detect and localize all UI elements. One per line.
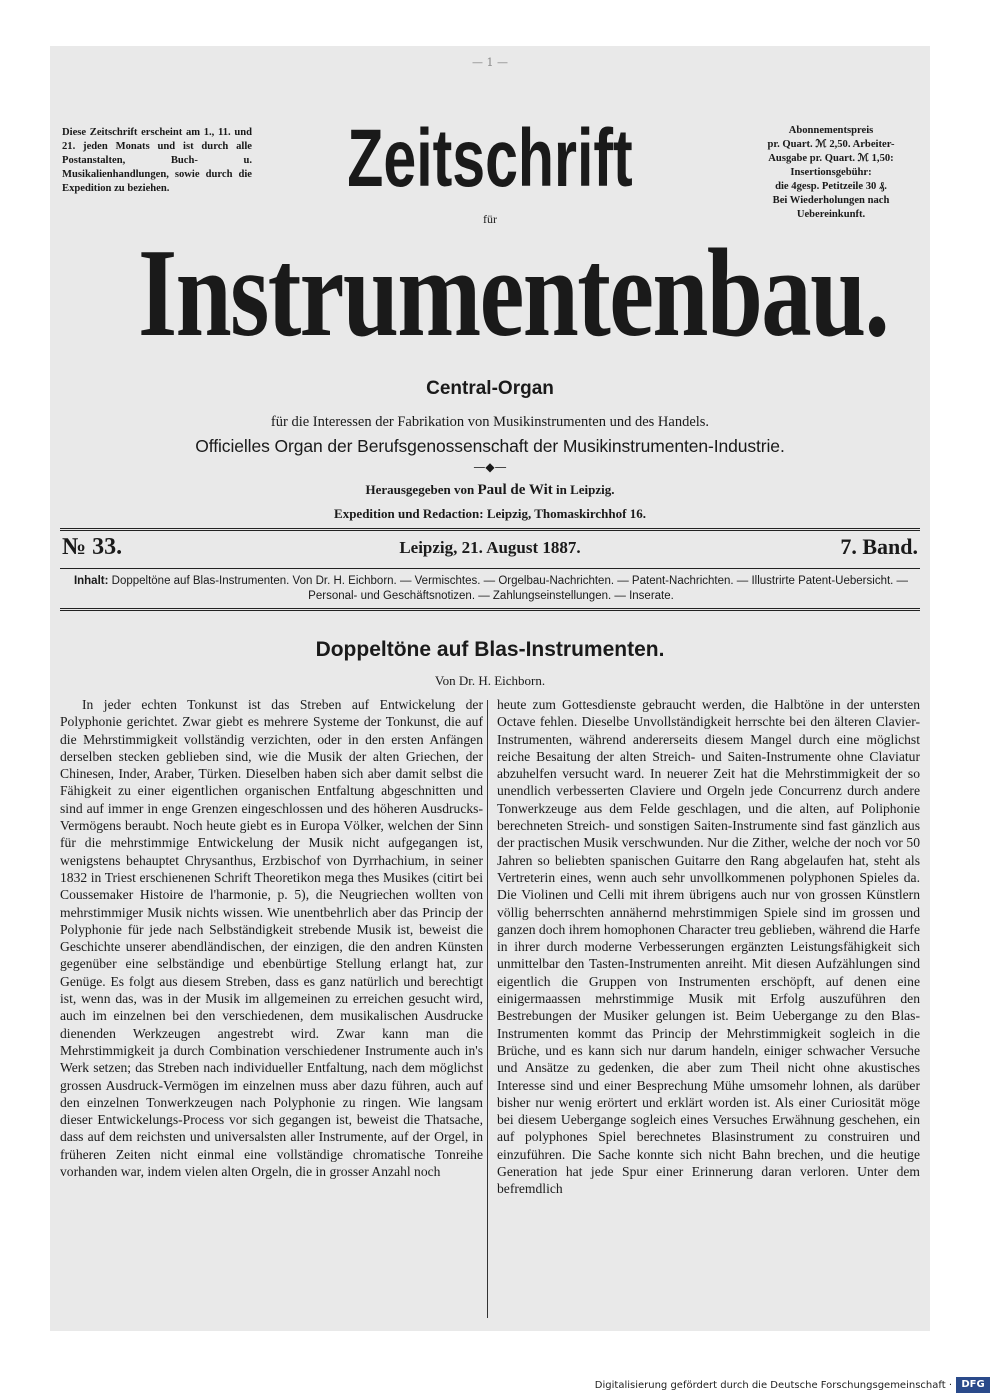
table-of-contents	[64, 574, 918, 604]
header-rule	[60, 528, 920, 533]
masthead-official: Officielles Organ der Berufsgenossenschaft der Musikinstrumenten-Industrie.	[195, 436, 785, 456]
publisher-suffix: in Leipzig.	[555, 482, 615, 497]
subscription-notice: Diese Zeitschrift erscheint am 1., 11. und 21. jeden Monats und ist durch alle Postanstalten, Buch- u. Musikalienhandlungen, sowie durch die Expedition zu beziehen.	[62, 127, 252, 194]
dfg-logo: DFG	[956, 1377, 990, 1393]
article-byline: Von Dr. H. Eichborn.	[434, 673, 546, 688]
pricing-line: Insertionsgebühr:	[790, 167, 872, 178]
ornament-divider: —◆—	[473, 460, 507, 474]
article-column-right: heute zum Gottesdienste gebraucht werden, die Halbtöne in der untersten Octave fehlen. Dieselbe Unvollständigkeit herrschte bei den älteren Clavier-Instrumenten, während andererseits diesem Mangel durch eine möglichst reiche Besaitung der alten Streich- und Saiten-Instrumente ohne Claviatur abzuhelfen versucht ward. In neuerer Zeit hat die Mehrstimmigkeit der so unendlich verbesserten Claviere und Orgeln jede Concurrenz durch andere Tonwerkzeuge aus dem Felde geschlagen, und die alten, auf Poliphonie berechneten Streich- und sonstigen Saiten-Instrumente sind fast gänzlich aus der practischen Musik verschwunden. Nur die Zither, welche der noch vor 50 Jahren so beliebten spanischen Guitarre den Rang abgelaufen hat, steht als Vertreterin eines, wenn auch sehr unvollkommenen polyphonen Spieles da. Die Violinen und Celli mit ihrem übrigens auch nur von grossen Künstlern völlig beherrschten annähernd mehrstimmigen Spiele sind im grossen und ganzen doch ihrem homophonen Character treu geblieben, während die Harfe in ihrer durch moderne Verbesserungen ergänzten Leistungsfähigkeit sich unmittelbar den Tasten-Instrumenten anreiht. Mit diesen Aufzählungen sind eigentlich die Gruppen von Instrumenten erschöpft, auf denen eine einigermaassen mehrstimmige Musik mit Erfolg auszuführen den Bestrebungen der Musiker gelungen ist. Beim Uebergange zu den Blas-Instrumenten kommt das Princip der Mehrstimmigkeit sogleich in die Brüche, und es kann sich nur darum handeln, einiger schwacher Versuche und Ansätze zu gedenken, die aber zum Theil nicht ohne akustisches Interesse sind und einer Besprechung Mühe umsomehr lohnen, als darüber bisher nur wenig erörtert und erklärt worden ist. Als einer Curiosität möge bei diesem Uebergange sogleich eines Versuches Erwähnung geschehen, ein auf polyphones Spiel berechnetes Blasinstrument zu construiren und einzuführen. Die Sache konnte sich nicht Bahn brechen, und die heutige Generation hat jede Spur einer Erinnerung daran verloren. Unter dem befremdlich	[497, 697, 920, 1197]
issue-date: Leipzig, 21. August 1887.	[399, 538, 581, 557]
masthead-tagline: für die Interessen der Fabrikation von Musikinstrumenten und des Handels.	[270, 414, 710, 430]
publisher-name: Paul de Wit	[477, 482, 553, 498]
masthead-subtitle: Central-Organ	[426, 378, 554, 399]
pricing-line: Ausgabe pr. Quart. ℳ 1,50:	[768, 153, 894, 164]
page-marker: — 1 —	[472, 56, 508, 69]
pricing-line: pr. Quart. ℳ 2,50. Arbeiter-	[767, 139, 895, 150]
article-column-left: In jeder echten Tonkunst ist das Streben auf Entwickelung der Polyphonie gerichtet. Zwar giebt es mehrere Systeme der Tonkunst, die auf die Mehrstimmigkeit vollständig verzichten, oder in den ersten Anfängen derselben stecken geblieben sind, wie die Musik der alten Griechen, der Chinesen, Inder, Araber, Türken. Dieselben haben sich aber damit selbst die Fähigkeit zu einer eigentlichen organischen Entfaltung abgeschnitten und sind auf immer in enge Grenzen eingeschlossen und des höheren Ausdrucks-Vermögens beraubt. Noch heute giebt es in Europa Völker, welchen der Sinn für die mehrstimmige Entwickelung der Musik nicht aufgegangen ist, wenigstens behauptet Chrysanthus, Erzbischof von Dyrrhachium, in seiner 1832 in Triest erschienenen Schrift Theoretikon mega thes Musikes (citirt bei Coussemaker Histoire de l'harmonie, p. 5), die Neugriechen wollten von mehrstimmiger Musik nichts wissen. Wie unentbehrlich aber das Princip der Polyphonie für jede nach Selbständigkeit strebende Musik ist, beweist die Geschichte unserer abendländischen, der einzigen, die den andren Künsten gegenüber eine selbständige und ebenbürtige Stellung erlangt hat, zur Genüge. Es folgt aus diesem Streben, dass es ganz natürlich und berechtigt ist, wenn das, was in der Musik im allgemeinen zu erreichen gesucht wird, auch im einzelnen bei den verschiedenen, dem musikalischen Ausdrucke dienenden Werkzeugen angestrebt wird. Zwar kann man die Mehrstimmigkeit ja durch Combination verschiedener Instrumente auch in's Werk setzen; das Streben nach individueller Entfaltung, nach dem möglichst grossen Ausdruck-Vermögen im einzelnen muss aber dazu führen, auch auf den einzelnen Tonwerkzeugen nach Polyphonie zu ringen. Wie langsam dieser Entwickelungs-Process vor sich gegangen ist, beweist die Thatsache, dass auf dem reichsten und universalsten aller Instrumente, auf der Orgel, in früheren Zeiten nicht einmal eine vollständige chromatische Tonreihe vorhanden war, indem vielen alten Orgeln, die in grosser Anzahl noch	[60, 697, 483, 1180]
contents-text: Doppeltöne auf Blas-Instrumenten. Von Dr. H. Eichborn. — Vermischtes. — Orgelbau-Nachrichten. — Patent-Nachrichten. — Illustrirte Patent-Uebersicht. — Personal- und Geschäftsnotizen. — Zahlungseinstellungen. — Inserate.	[111, 575, 909, 602]
contents-label: Inhalt:	[73, 575, 109, 587]
issue-band: 7. Band.	[840, 534, 918, 559]
issue-rule	[60, 568, 920, 569]
issue-row	[62, 534, 918, 562]
issue-number: № 33.	[62, 534, 123, 560]
newspaper-page	[50, 46, 930, 1331]
pricing-line: Abonnementspreis	[788, 125, 874, 136]
pricing-notice	[742, 124, 920, 222]
publisher-line	[50, 482, 930, 499]
digitization-credit: Digitalisierung gefördert durch die Deutsche Forschungsgemeinschaft ·	[594, 1380, 952, 1391]
pricing-line: Bei Wiederholungen nach	[772, 195, 890, 206]
masthead-fuer: für	[483, 212, 497, 226]
masthead-title-top: Zeitschrift	[347, 113, 633, 204]
column-divider	[487, 700, 488, 1318]
pricing-line: die 4gesp. Petitzeile 30 ₰.	[775, 181, 887, 192]
expedition-line: Expedition und Redaction: Leipzig, Thomaskirchhof 16.	[334, 506, 646, 521]
publisher-prefix: Herausgegeben von	[365, 482, 475, 497]
article-title: Doppeltöne auf Blas-Instrumenten.	[315, 638, 665, 661]
masthead-title-main: Instrumentenbau.	[138, 224, 889, 363]
pricing-line: Uebereinkunft.	[796, 209, 866, 220]
contents-rule	[60, 608, 920, 613]
